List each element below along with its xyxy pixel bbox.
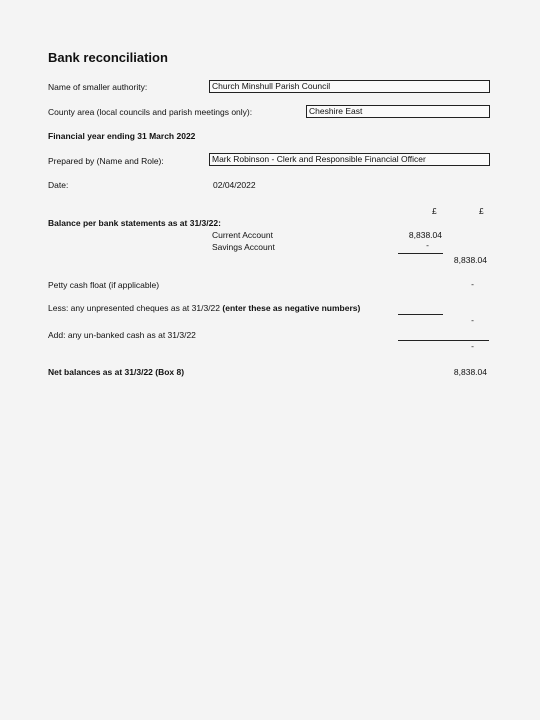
authority-label: Name of smaller authority: (48, 82, 148, 92)
unbanked-cash-label: Add: any un-banked cash as at 31/3/22 (48, 330, 196, 340)
financial-year-heading: Financial year ending 31 March 2022 (48, 131, 196, 141)
current-account-label: Current Account (212, 230, 273, 240)
bank-balance-total: 8,838.04 (453, 255, 487, 265)
date-label: Date: (48, 180, 69, 190)
unbanked-rule (398, 340, 489, 341)
prepared-by-label: Prepared by (Name and Role): (48, 156, 164, 166)
unpresented-cheques-note: (enter these as negative numbers) (222, 303, 361, 313)
petty-cash-value: - (471, 279, 474, 289)
currency-header-col1: £ (432, 206, 437, 216)
page-title: Bank reconciliation (48, 50, 168, 65)
current-account-value: 8,838.04 (408, 230, 442, 240)
unbanked-cash-value: - (471, 341, 474, 351)
prepared-by-field: Mark Robinson - Clerk and Responsible Financial Officer (209, 153, 490, 166)
unpresented-rule (398, 314, 443, 315)
authority-field: Church Minshull Parish Council (209, 80, 490, 93)
unpresented-cheques-label (48, 303, 360, 313)
county-field: Cheshire East (306, 105, 490, 118)
unpresented-cheques-value: - (471, 315, 474, 325)
savings-account-value: - (426, 240, 429, 250)
balance-heading: Balance per bank statements as at 31/3/22: (48, 218, 221, 228)
county-label: County area (local councils and parish meetings only): (48, 107, 253, 117)
net-balances-label: Net balances as at 31/3/22 (Box 8) (48, 367, 185, 377)
petty-cash-label: Petty cash float (if applicable) (48, 280, 160, 290)
net-balances-value: 8,838.04 (453, 367, 487, 377)
savings-account-label: Savings Account (212, 242, 275, 252)
subtotal-rule (398, 253, 443, 254)
unpresented-cheques-text: Less: any unpresented cheques as at 31/3/22 (48, 303, 221, 313)
currency-header-col2: £ (479, 206, 484, 216)
date-value: 02/04/2022 (213, 180, 256, 190)
